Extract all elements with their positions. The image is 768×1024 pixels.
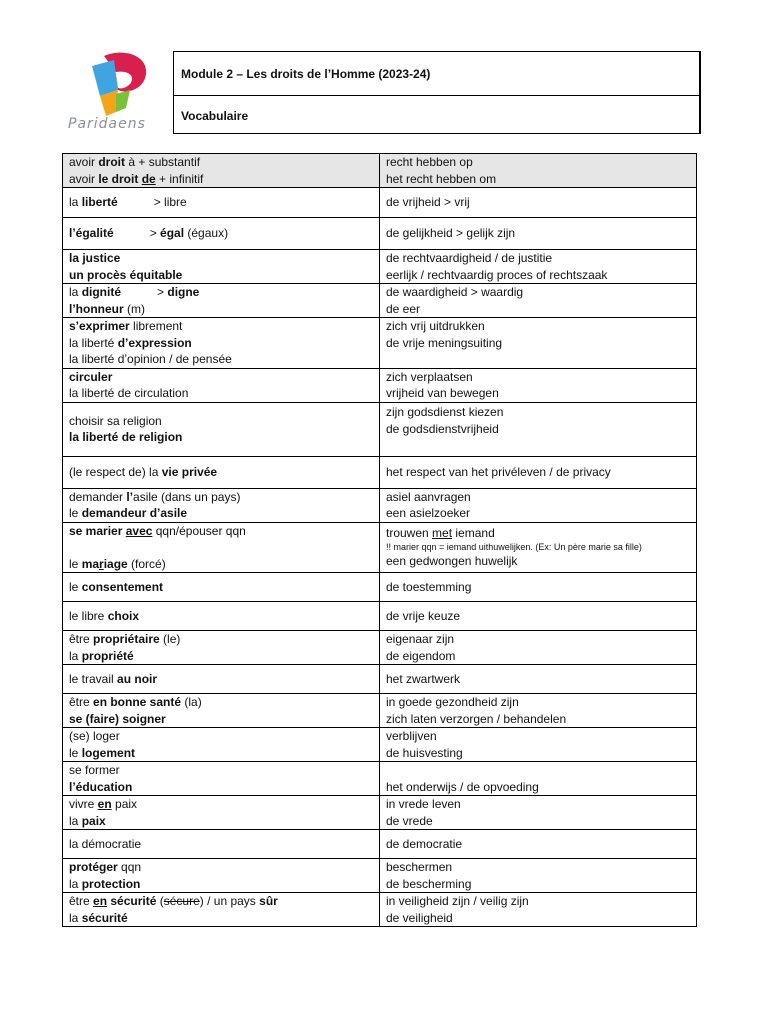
- term-segment: in goede gezondheid zijn: [386, 695, 519, 709]
- vocab-row: [63, 762, 697, 796]
- term-segment: de vrijheid > vrij: [386, 195, 470, 210]
- term-line: [386, 421, 690, 438]
- term-segment: (égaux): [184, 226, 229, 241]
- term-segment: de: [141, 171, 156, 186]
- french-term-cell: [63, 154, 380, 188]
- french-term-cell: [63, 218, 380, 250]
- term-line: [69, 267, 373, 284]
- term-line: [386, 351, 690, 368]
- term-segment: de bescherming: [386, 876, 472, 891]
- term-line: [69, 301, 373, 318]
- term-line: [69, 728, 373, 745]
- term-segment: eigenaar zijn: [386, 632, 455, 646]
- vocab-row: [63, 631, 697, 665]
- vocab-row: [63, 318, 697, 369]
- term-line: [386, 404, 690, 421]
- term-segment: l’égalité: [69, 226, 114, 241]
- term-segment: avoir: [69, 171, 99, 186]
- term-segment: être: [69, 894, 94, 908]
- term-segment: + infinitif: [155, 171, 204, 186]
- term-line: [69, 284, 373, 301]
- term-segment: > libre: [153, 195, 187, 210]
- term-segment: verblijven: [386, 729, 437, 743]
- dutch-translation-cell: [380, 859, 697, 893]
- term-segment: choix: [107, 608, 140, 623]
- term-segment: digne: [167, 285, 200, 299]
- french-term-cell: [63, 284, 380, 318]
- term-line: [69, 429, 373, 446]
- french-term-cell: [63, 368, 380, 402]
- term-segment: propriété: [81, 648, 134, 663]
- term-line: [69, 796, 373, 813]
- term-segment: de vrije meningsuiting: [386, 335, 503, 350]
- term-line: [69, 318, 373, 335]
- term-segment: de godsdienstvrijheid: [386, 421, 499, 436]
- term-line: [69, 694, 373, 711]
- module-title: Module 2 – Les droits de l’Homme (2023-24): [174, 52, 699, 96]
- term-line: [386, 525, 690, 542]
- term-line: [386, 553, 690, 570]
- term-segment: la: [69, 285, 82, 299]
- term-line: [386, 876, 690, 893]
- term-segment: het recht hebben om: [386, 171, 497, 186]
- term-line: [69, 579, 373, 596]
- term-segment: (m): [123, 301, 145, 316]
- term-segment: se (faire) soigner: [69, 711, 166, 726]
- term-line: [69, 813, 373, 830]
- term-line: [69, 225, 373, 242]
- term-segment: être: [69, 695, 94, 709]
- term-line: [69, 711, 373, 728]
- term-line: [69, 859, 373, 876]
- term-segment: librement: [129, 319, 183, 333]
- term-line: [69, 250, 373, 267]
- french-term-cell: [63, 456, 380, 488]
- dutch-translation-cell: [380, 402, 697, 456]
- term-segment: het zwartwerk: [386, 671, 461, 686]
- term-segment: demander: [69, 489, 127, 504]
- vocabulary-table: [62, 153, 697, 927]
- term-line: [69, 489, 373, 506]
- dutch-translation-cell: [380, 154, 697, 188]
- term-segment: paix: [111, 797, 138, 811]
- term-segment: zich verplaatsen: [386, 369, 473, 384]
- dutch-translation-cell: [380, 796, 697, 830]
- term-line: [386, 631, 690, 648]
- document-header: [173, 51, 701, 134]
- term-line: [69, 671, 373, 688]
- term-line: [69, 556, 373, 573]
- vocab-row: [63, 402, 697, 456]
- vocab-row: [63, 488, 697, 522]
- term-line: [386, 608, 690, 625]
- term-line: [386, 745, 690, 762]
- term-line: [386, 267, 690, 284]
- term-line: [386, 284, 690, 301]
- term-segment: la: [69, 813, 82, 828]
- term-line: [386, 489, 690, 506]
- term-segment: circuler: [69, 369, 113, 384]
- dutch-translation-cell: [380, 284, 697, 318]
- french-term-cell: [63, 631, 380, 665]
- vocab-row: [63, 602, 697, 631]
- term-line: [386, 301, 690, 318]
- term-segment: la justice: [69, 251, 121, 265]
- term-segment: la: [69, 648, 82, 663]
- french-term-cell: [63, 694, 380, 728]
- vocab-row: [63, 893, 697, 927]
- term-segment: het respect van het privéleven / de privacy: [386, 464, 611, 479]
- term-segment: droit: [98, 155, 126, 169]
- term-segment: de rechtvaardigheid / de justitie: [386, 251, 553, 265]
- term-line: [386, 541, 690, 553]
- term-line: [386, 171, 690, 188]
- term-line: [386, 779, 690, 796]
- term-segment: zijn godsdienst kiezen: [386, 405, 504, 420]
- vocab-row: [63, 859, 697, 893]
- term-line: [386, 225, 690, 242]
- term-line: [386, 250, 690, 267]
- term-segment: sécurité: [81, 910, 128, 925]
- term-segment: iemand: [452, 525, 495, 540]
- term-segment: vie privée: [161, 464, 218, 479]
- vocab-row: [63, 665, 697, 694]
- term-segment: recht hebben op: [386, 155, 473, 169]
- french-term-cell: [63, 796, 380, 830]
- term-segment: la liberté de circulation: [69, 386, 189, 400]
- dutch-translation-cell: [380, 522, 697, 573]
- term-line: [69, 876, 373, 893]
- vocab-row: [63, 694, 697, 728]
- term-line: [69, 413, 373, 430]
- term-segment: en: [93, 894, 108, 908]
- term-segment: asile (dans un pays): [133, 489, 241, 504]
- dutch-translation-cell: [380, 218, 697, 250]
- term-segment: logement: [81, 745, 136, 760]
- term-line: [69, 369, 373, 386]
- term-segment: qqn: [117, 860, 142, 874]
- term-segment: protéger: [69, 860, 118, 874]
- vocab-row: [63, 830, 697, 859]
- term-line: [386, 910, 690, 927]
- term-segment: au noir: [117, 671, 158, 686]
- term-line: [386, 671, 690, 688]
- term-segment: le: [69, 745, 82, 760]
- term-line: [69, 385, 373, 402]
- term-line: [69, 171, 373, 188]
- term-segment: l’éducation: [69, 779, 133, 794]
- term-line: [386, 579, 690, 596]
- term-segment: de veiligheid: [386, 910, 453, 925]
- term-segment: >: [149, 226, 161, 241]
- term-line: [386, 318, 690, 335]
- dutch-translation-cell: [380, 631, 697, 665]
- dutch-translation-cell: [380, 573, 697, 602]
- term-line: [69, 194, 373, 211]
- term-line: [386, 154, 690, 171]
- term-segment: la: [69, 876, 82, 891]
- term-segment: propriétaire: [93, 632, 160, 646]
- vocab-row: [63, 250, 697, 284]
- term-line: [69, 608, 373, 625]
- term-line: [69, 893, 373, 910]
- term-line: [386, 464, 690, 481]
- dutch-translation-cell: [380, 602, 697, 631]
- term-line: [69, 836, 373, 853]
- term-line: [386, 194, 690, 211]
- term-segment: demandeur d’asile: [81, 506, 188, 520]
- term-line: [386, 893, 690, 910]
- term-line: [386, 859, 690, 876]
- vocab-row: [63, 154, 697, 188]
- term-segment: la démocratie: [69, 836, 142, 851]
- french-term-cell: [63, 830, 380, 859]
- french-term-cell: [63, 402, 380, 456]
- french-term-cell: [63, 573, 380, 602]
- term-line: [386, 335, 690, 352]
- term-segment: de gelijkheid > gelijk zijn: [386, 226, 516, 241]
- term-segment: la: [69, 195, 82, 210]
- term-segment: de toestemming: [386, 579, 472, 594]
- term-segment: (forcé): [127, 556, 166, 571]
- dutch-translation-cell: [380, 893, 697, 927]
- term-segment: vrijheid van bewegen: [386, 386, 499, 400]
- term-segment: consentement: [81, 579, 164, 594]
- term-segment: ma: [81, 556, 100, 571]
- term-line: [69, 351, 373, 368]
- term-segment: ) / un pays: [199, 894, 260, 908]
- term-segment: liberté: [81, 195, 118, 210]
- term-segment: het onderwijs / de opvoeding: [386, 779, 539, 794]
- term-segment: s’exprimer: [69, 319, 130, 333]
- term-segment: (la): [181, 695, 202, 709]
- term-line: [386, 762, 690, 779]
- dutch-translation-cell: [380, 728, 697, 762]
- brand-name: Paridaens: [68, 116, 146, 132]
- dutch-translation-cell: [380, 830, 697, 859]
- term-segment: de huisvesting: [386, 745, 463, 760]
- term-segment: le: [69, 556, 82, 571]
- term-segment: d’expression: [117, 335, 192, 350]
- term-line: [69, 910, 373, 927]
- term-segment: met: [432, 525, 453, 540]
- term-segment: le travail: [69, 671, 118, 686]
- term-segment: (: [156, 894, 164, 908]
- term-line: [69, 154, 373, 171]
- term-segment: la liberté d’opinion / de pensée: [69, 352, 232, 366]
- french-term-cell: [63, 762, 380, 796]
- term-segment: en bonne santé: [93, 695, 182, 709]
- dutch-translation-cell: [380, 250, 697, 284]
- term-segment: la liberté de religion: [69, 430, 183, 444]
- term-segment: le libre: [69, 608, 108, 623]
- term-line: [69, 648, 373, 665]
- vocab-row: [63, 456, 697, 488]
- term-segment: de eer: [386, 301, 421, 316]
- vocab-row: [63, 522, 697, 573]
- term-line: [69, 762, 373, 779]
- term-segment: à + substantif: [125, 155, 201, 169]
- term-segment: een asielzoeker: [386, 506, 471, 520]
- vocab-row: [63, 218, 697, 250]
- term-segment: de eigendom: [386, 648, 456, 663]
- term-segment: de vrije keuze: [386, 608, 461, 623]
- term-segment: sécurité: [107, 894, 157, 908]
- term-segment: de vrede: [386, 813, 433, 828]
- term-line: [69, 335, 373, 352]
- term-segment: dignité: [81, 285, 122, 299]
- vocab-row: [63, 188, 697, 218]
- term-segment: être: [69, 632, 94, 646]
- term-line: [69, 745, 373, 762]
- term-line: [386, 369, 690, 386]
- term-segment: asiel aanvragen: [386, 489, 471, 504]
- term-segment: (se) loger: [69, 729, 120, 743]
- term-segment: égal: [160, 226, 185, 241]
- term-line: [69, 505, 373, 522]
- french-term-cell: [63, 522, 380, 573]
- french-term-cell: [63, 602, 380, 631]
- dutch-translation-cell: [380, 665, 697, 694]
- dutch-translation-cell: [380, 488, 697, 522]
- french-term-cell: [63, 859, 380, 893]
- term-segment: l’honneur: [69, 301, 124, 316]
- vocab-row: [63, 796, 697, 830]
- term-segment: protection: [81, 876, 141, 891]
- term-segment: trouwen: [386, 525, 433, 540]
- vocab-row: [63, 368, 697, 402]
- dutch-translation-cell: [380, 694, 697, 728]
- term-segment: vivre: [69, 797, 98, 811]
- term-segment: in veiligheid zijn / veilig zijn: [386, 894, 529, 908]
- term-line: [386, 505, 690, 522]
- term-line: [386, 711, 690, 728]
- term-segment: paix: [81, 813, 106, 828]
- term-segment: beschermen: [386, 860, 453, 874]
- term-line: [386, 648, 690, 665]
- term-line: [386, 836, 690, 853]
- term-line: [386, 694, 690, 711]
- term-line: [386, 385, 690, 402]
- dutch-translation-cell: [380, 368, 697, 402]
- term-segment: een gedwongen huwelijk: [386, 554, 518, 569]
- term-line: [69, 539, 373, 556]
- french-term-cell: [63, 188, 380, 218]
- term-segment: l’: [126, 489, 134, 504]
- vocab-row: [63, 284, 697, 318]
- term-line: [386, 813, 690, 830]
- french-term-cell: [63, 665, 380, 694]
- term-line: [69, 523, 373, 540]
- french-term-cell: [63, 250, 380, 284]
- term-segment: sécure: [163, 894, 200, 908]
- term-segment: en: [97, 797, 112, 811]
- term-line: [386, 437, 690, 454]
- term-segment: eerlijk / rechtvaardig proces of rechtszaak: [386, 267, 608, 282]
- term-segment: (le): [159, 632, 181, 646]
- term-line: [69, 631, 373, 648]
- french-term-cell: [63, 488, 380, 522]
- term-segment: avoir: [69, 155, 99, 169]
- term-segment: le: [69, 506, 82, 520]
- term-segment: zich vrij uitdrukken: [386, 319, 485, 333]
- term-segment: le droit: [98, 171, 142, 186]
- term-segment: se former: [69, 763, 120, 777]
- term-segment: de waardigheid > waardig: [386, 285, 524, 299]
- french-term-cell: [63, 893, 380, 927]
- term-line: [386, 728, 690, 745]
- term-segment: (le respect de) la: [69, 464, 162, 479]
- term-line: [69, 464, 373, 481]
- french-term-cell: [63, 728, 380, 762]
- term-segment: sûr: [259, 894, 278, 908]
- term-segment: !! marier qqn = iemand uithuwelijken. (Ex: Un père marie sa fille): [386, 542, 642, 553]
- document-subtitle: Vocabulaire: [181, 109, 249, 123]
- term-segment: iage: [103, 556, 128, 571]
- vocab-row: [63, 728, 697, 762]
- term-segment: >: [157, 285, 168, 299]
- term-segment: de democratie: [386, 836, 463, 851]
- term-segment: qqn/épouser qqn: [152, 523, 246, 538]
- term-line: [386, 796, 690, 813]
- term-segment: avec: [125, 523, 153, 538]
- term-segment: zich laten verzorgen / behandelen: [386, 711, 567, 726]
- dutch-translation-cell: [380, 762, 697, 796]
- dutch-translation-cell: [380, 318, 697, 369]
- french-term-cell: [63, 318, 380, 369]
- dutch-translation-cell: [380, 456, 697, 488]
- term-segment: la liberté: [69, 335, 118, 350]
- term-segment: un procès équitable: [69, 267, 183, 282]
- vocab-row: [63, 573, 697, 602]
- dutch-translation-cell: [380, 188, 697, 218]
- term-segment: in vrede leven: [386, 797, 461, 811]
- term-segment: le: [69, 579, 82, 594]
- term-segment: la: [69, 910, 82, 925]
- term-segment: r: [99, 556, 104, 571]
- term-segment: se marier: [69, 523, 126, 538]
- term-line: [69, 779, 373, 796]
- term-segment: choisir sa religion: [69, 413, 162, 428]
